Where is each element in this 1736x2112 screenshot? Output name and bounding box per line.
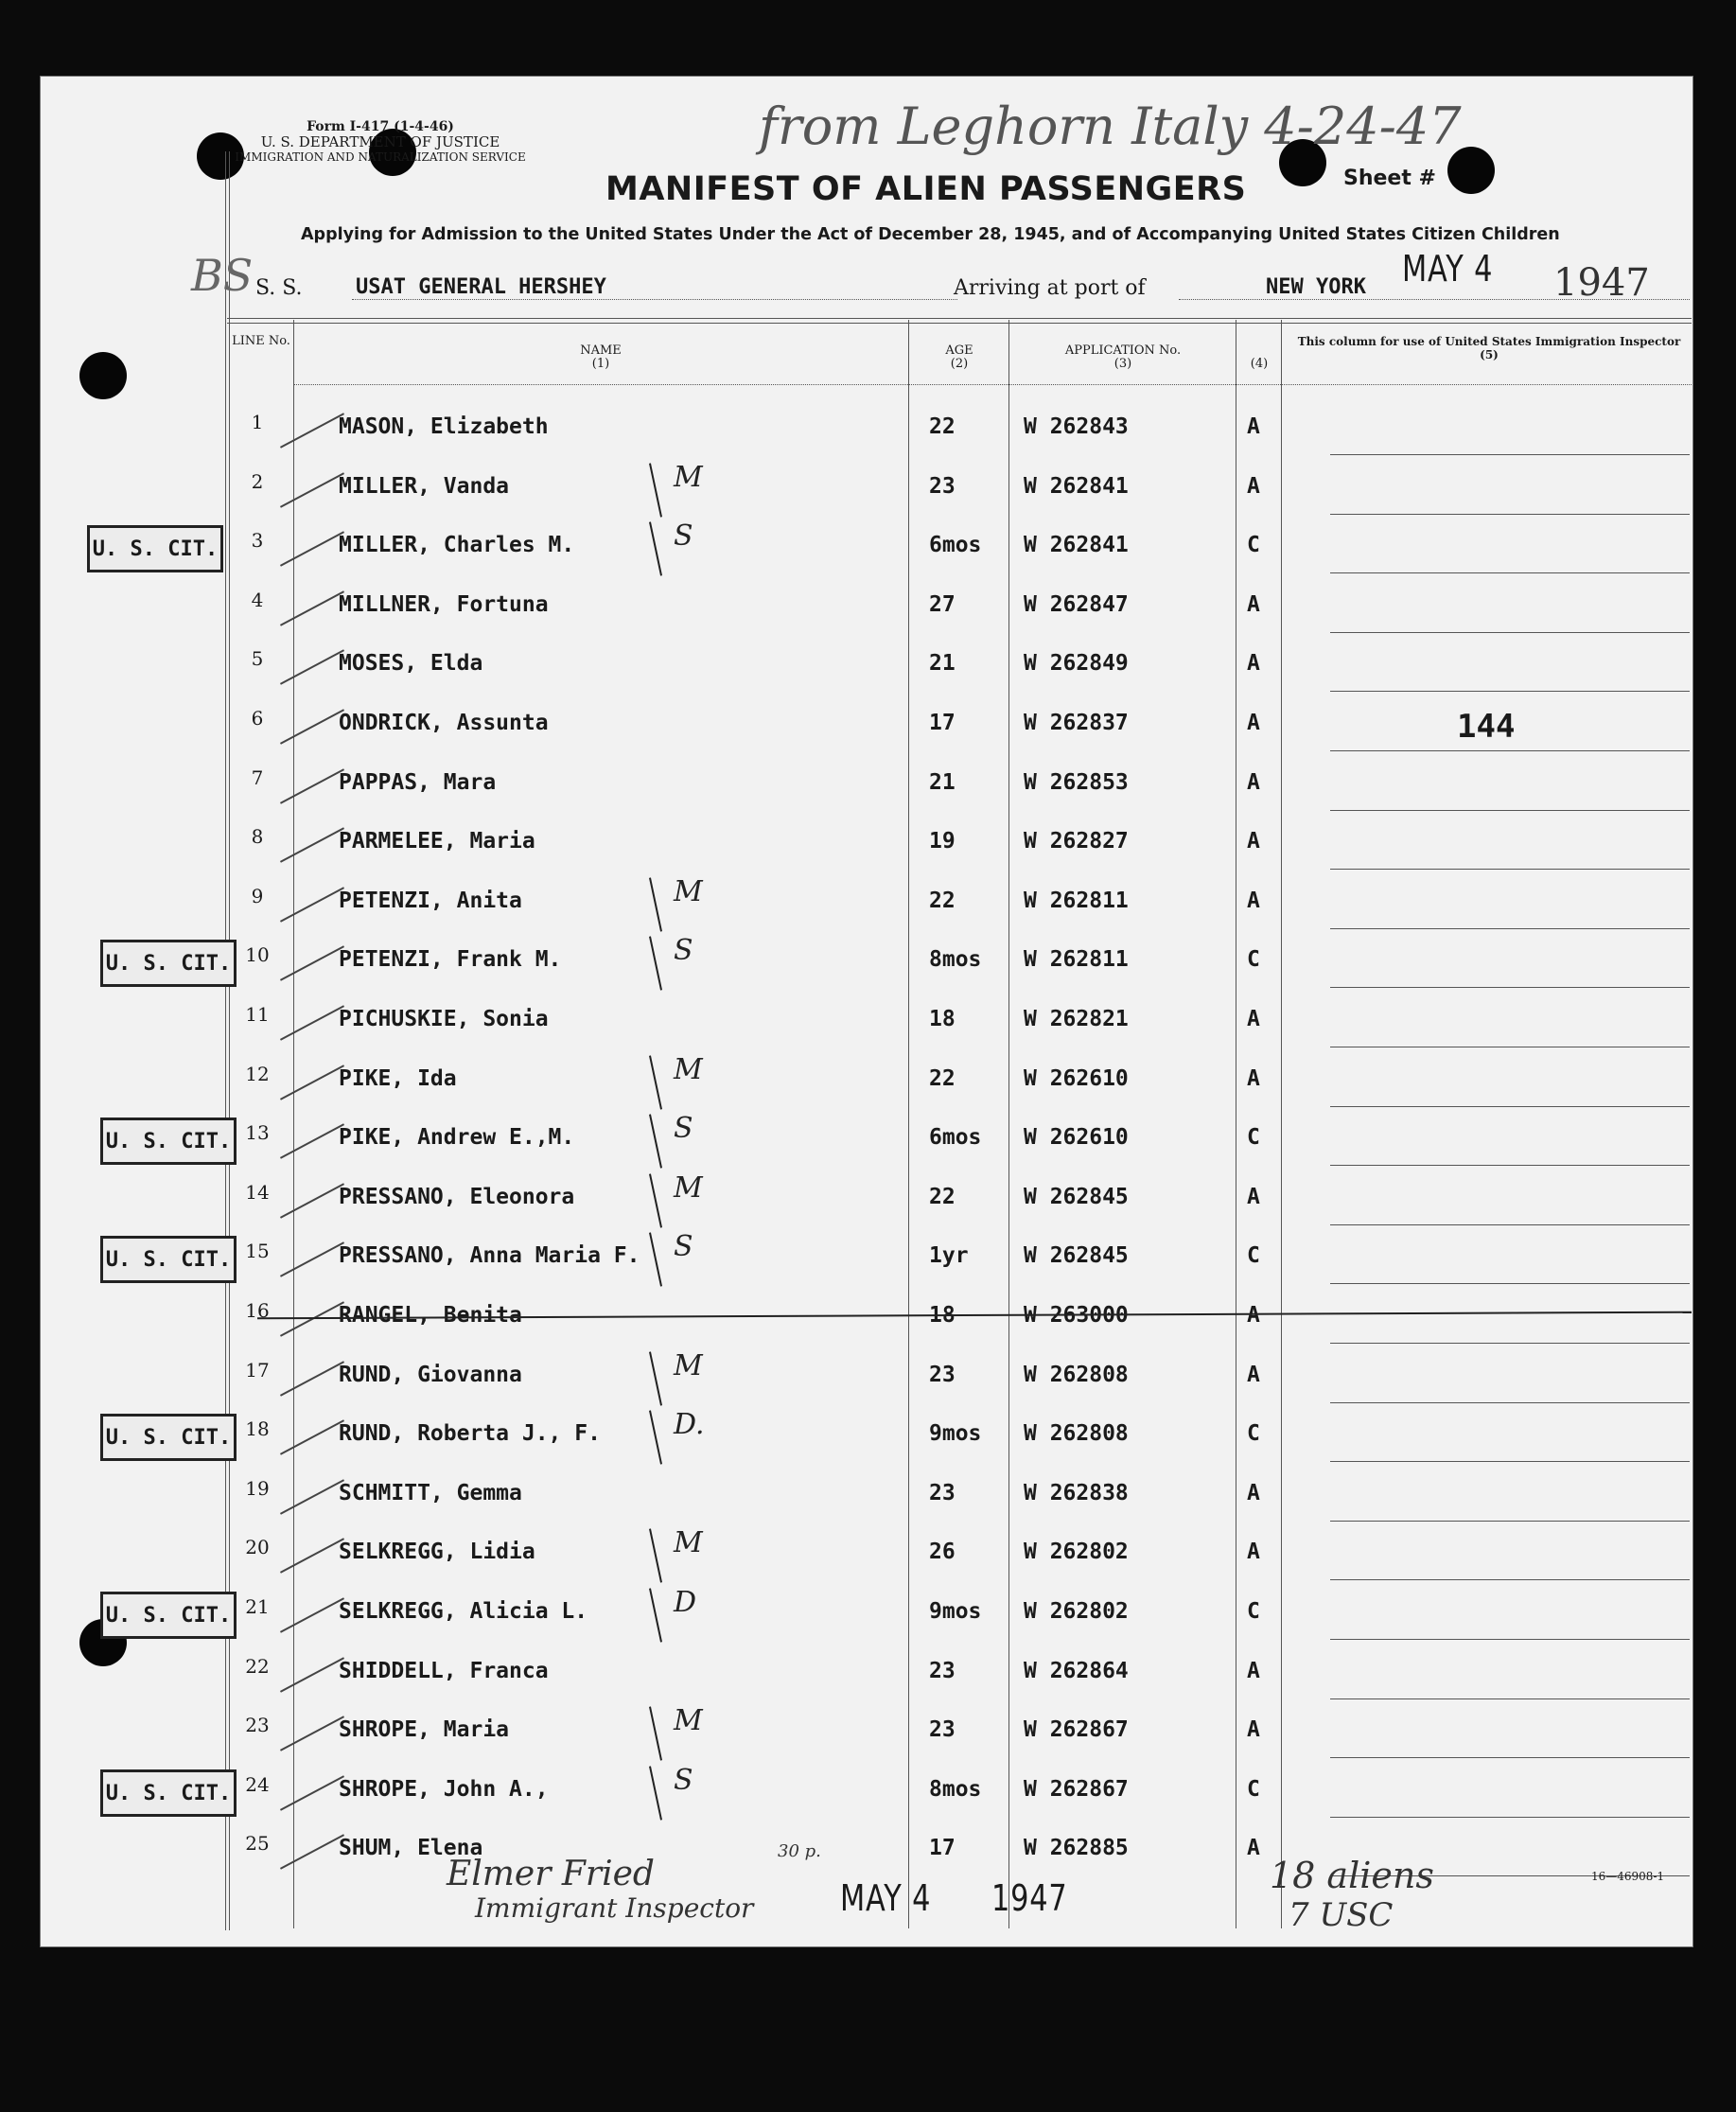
passenger-name: RANGEL, Benita: [339, 1303, 522, 1328]
family-bracket: [649, 1410, 662, 1464]
class-code: A: [1247, 1836, 1260, 1860]
inspector-entry-line: [1330, 454, 1690, 455]
class-code: C: [1247, 1243, 1260, 1268]
manifest-sheet: [40, 76, 1693, 1947]
application-number: W 262885: [1024, 1836, 1129, 1860]
application-number: W 262864: [1024, 1659, 1129, 1683]
family-bracket: [649, 1706, 662, 1760]
class-code: A: [1247, 829, 1260, 854]
check-mark: [280, 827, 344, 862]
family-bracket: [649, 1232, 662, 1286]
passenger-age: 1yr: [929, 1243, 969, 1268]
line-number: 12: [245, 1063, 270, 1085]
relation-mark: M: [674, 461, 703, 494]
inspector-entry-line: [1330, 1343, 1690, 1344]
arrival-year: 1947: [1553, 261, 1650, 305]
class-code: A: [1247, 711, 1260, 735]
line-number: 20: [245, 1536, 270, 1558]
check-mark: [280, 1716, 344, 1751]
check-mark: [280, 649, 344, 684]
family-bracket: [649, 463, 662, 517]
application-number: W 262802: [1024, 1599, 1129, 1624]
passenger-name: SCHMITT, Gemma: [339, 1481, 522, 1505]
passenger-name: SHROPE, John A.,: [339, 1777, 549, 1802]
form-code: 16—46908-1: [1591, 1870, 1665, 1883]
inspector-title: Immigrant Inspector: [475, 1892, 754, 1924]
passenger-name: SHIDDELL, Franca: [339, 1659, 549, 1683]
line-number: 1: [251, 411, 264, 433]
class-code: C: [1247, 947, 1260, 972]
inspector-entry-line: [1330, 869, 1690, 870]
passenger-age: 18: [929, 1007, 956, 1031]
passenger-age: 23: [929, 1363, 956, 1387]
passenger-age: 21: [929, 770, 956, 795]
margin-rule: [225, 151, 226, 1930]
passenger-name: RUND, Roberta J., F.: [339, 1421, 601, 1446]
passenger-age: 19: [929, 829, 956, 854]
ship-underline: [352, 299, 957, 300]
check-mark: [280, 1657, 344, 1692]
class-code: C: [1247, 1777, 1260, 1802]
relation-mark: S: [674, 1230, 693, 1263]
service: IMMIGRATION AND NATURALIZATION SERVICE: [235, 150, 526, 164]
check-mark: [280, 1065, 344, 1100]
line-number: 2: [251, 470, 264, 493]
passenger-age: 18: [929, 1303, 956, 1328]
check-mark: [280, 1241, 344, 1276]
inspector-entry-line: [1330, 987, 1690, 988]
line-number: 9: [251, 885, 264, 907]
port-name: NEW YORK: [1266, 275, 1366, 299]
class-code: A: [1247, 474, 1260, 499]
check-mark: [280, 1597, 344, 1632]
inspector-entry-line: [1330, 691, 1690, 692]
passenger-age: 6mos: [929, 533, 982, 557]
form-number: Form I-417 (1-4-46): [307, 119, 454, 134]
passenger-name: RUND, Giovanna: [339, 1363, 522, 1387]
line-number: 25: [245, 1832, 270, 1855]
footer-stamp-date: MAY 4: [840, 1877, 932, 1919]
passenger-age: 17: [929, 711, 956, 735]
passenger-name: PARMELEE, Maria: [339, 829, 535, 854]
passenger-age: 9mos: [929, 1421, 982, 1446]
passenger-age: 21: [929, 651, 956, 676]
relation-mark: S: [674, 519, 693, 553]
us-citizen-stamp: U. S. CIT.: [100, 940, 237, 987]
class-code: A: [1247, 1185, 1260, 1209]
class-code: A: [1247, 770, 1260, 795]
family-bracket: [649, 1588, 662, 1642]
usc-count: 7 USC: [1289, 1896, 1394, 1934]
page-title: MANIFEST OF ALIEN PASSENGERS: [605, 170, 1247, 208]
relation-mark: M: [674, 1704, 703, 1737]
line-number: 5: [251, 647, 264, 670]
inspector-entry-line: [1330, 572, 1690, 573]
check-mark: [280, 945, 344, 980]
class-code: A: [1247, 1659, 1260, 1683]
passenger-age: 22: [929, 414, 956, 439]
header-name: NAME (1): [580, 343, 622, 371]
passenger-name: SELKREGG, Lidia: [339, 1540, 535, 1564]
application-number: W 262867: [1024, 1777, 1129, 1802]
line-number: 6: [251, 707, 264, 730]
inspector-entry-line: [1330, 928, 1690, 929]
table-top-rule: [227, 318, 1692, 319]
family-bracket: [649, 1114, 662, 1168]
application-number: W 262845: [1024, 1185, 1129, 1209]
passenger-name: ONDRICK, Assunta: [339, 711, 549, 735]
class-code: A: [1247, 414, 1260, 439]
class-code: A: [1247, 1363, 1260, 1387]
inspector-entry-line: [1330, 514, 1690, 515]
inspector-entry-line: [1330, 1698, 1690, 1699]
class-code: A: [1247, 1066, 1260, 1091]
passenger-age: 22: [929, 1185, 956, 1209]
passenger-age: 6mos: [929, 1125, 982, 1150]
passenger-age: 22: [929, 889, 956, 913]
us-citizen-stamp: U. S. CIT.: [100, 1414, 237, 1461]
header-application: APPLICATION No. (3): [1064, 343, 1182, 371]
relation-mark: M: [674, 1349, 703, 1382]
check-mark: [280, 1538, 344, 1573]
check-mark: [280, 887, 344, 922]
inspector-entry-line: [1330, 1224, 1690, 1225]
column5-note: 144: [1457, 708, 1516, 746]
ss-label: S. S.: [255, 276, 303, 300]
port-underline: [1179, 299, 1690, 300]
line-number: 10: [245, 943, 270, 966]
check-mark: [280, 1479, 344, 1514]
inspector-entry-line: [1330, 632, 1690, 633]
application-number: W 262838: [1024, 1481, 1129, 1505]
line-number: 4: [251, 589, 264, 611]
application-number: W 262610: [1024, 1066, 1129, 1091]
line-number: 16: [245, 1299, 270, 1322]
col-rule: [908, 320, 909, 1928]
application-number: W 263000: [1024, 1303, 1129, 1328]
application-number: W 262853: [1024, 770, 1129, 795]
inspector-entry-line: [1330, 1579, 1690, 1580]
us-citizen-stamp: U. S. CIT.: [100, 1118, 237, 1165]
sheet-label: Sheet #: [1343, 167, 1436, 190]
passenger-age: 27: [929, 592, 956, 617]
us-citizen-stamp: U. S. CIT.: [100, 1769, 237, 1817]
line-number: 17: [245, 1359, 270, 1382]
check-mark: [280, 768, 344, 803]
footer-stamp-year: 1947: [991, 1877, 1068, 1919]
passenger-age: 22: [929, 1066, 956, 1091]
application-number: W 262808: [1024, 1421, 1129, 1446]
family-bracket: [649, 877, 662, 931]
line-number: 24: [245, 1773, 270, 1796]
passenger-name: SHUM, Elena: [339, 1836, 483, 1860]
line-number: 18: [245, 1417, 270, 1440]
application-number: W 262847: [1024, 592, 1129, 617]
application-number: W 262849: [1024, 651, 1129, 676]
passenger-age: 17: [929, 1836, 956, 1860]
passenger-name: PRESSANO, Anna Maria F.: [339, 1243, 640, 1268]
relation-mark: D: [674, 1586, 697, 1619]
class-code: C: [1247, 1125, 1260, 1150]
relation-mark: S: [674, 1764, 693, 1797]
family-bracket: [649, 936, 662, 990]
family-bracket: [649, 1173, 662, 1227]
inspector-code: 30 p.: [778, 1841, 821, 1861]
family-bracket: [649, 1351, 662, 1405]
class-code: C: [1247, 533, 1260, 557]
check-mark: [280, 531, 344, 566]
class-code: C: [1247, 1421, 1260, 1446]
arriving-label: Arriving at port of: [954, 276, 1146, 300]
class-code: A: [1247, 889, 1260, 913]
table-top-rule: [227, 323, 1692, 324]
passenger-name: PETENZI, Frank M.: [339, 947, 562, 972]
inspector-entry-line: [1330, 1106, 1690, 1107]
inspector-entry-line: [1330, 1639, 1690, 1640]
application-number: W 262867: [1024, 1717, 1129, 1742]
passenger-age: 9mos: [929, 1599, 982, 1624]
passenger-age: 23: [929, 1481, 956, 1505]
line-number: 19: [245, 1477, 270, 1500]
check-mark: [280, 472, 344, 507]
relation-mark: S: [674, 934, 693, 967]
relation-mark: M: [674, 1053, 703, 1086]
relation-mark: S: [674, 1112, 693, 1145]
line-number: 13: [245, 1121, 270, 1144]
passenger-name: PIKE, Ida: [339, 1066, 457, 1091]
line-number: 22: [245, 1655, 270, 1678]
check-mark: [280, 590, 344, 625]
application-number: W 262837: [1024, 711, 1129, 735]
class-code: A: [1247, 1540, 1260, 1564]
application-number: W 262808: [1024, 1363, 1129, 1387]
passenger-name: MILLER, Vanda: [339, 474, 510, 499]
relation-mark: M: [674, 1526, 703, 1559]
class-code: C: [1247, 1599, 1260, 1624]
department: U. S. DEPARTMENT OF JUSTICE: [260, 133, 500, 150]
application-number: W 262841: [1024, 474, 1129, 499]
check-mark: [280, 413, 344, 448]
passenger-name: PETENZI, Anita: [339, 889, 522, 913]
check-mark: [280, 1419, 344, 1454]
check-mark: [280, 1123, 344, 1158]
inspector-entry-line: [1330, 1757, 1690, 1758]
line-number: 15: [245, 1240, 270, 1262]
class-code: A: [1247, 1303, 1260, 1328]
relation-mark: M: [674, 875, 703, 908]
relation-mark: D.: [674, 1408, 705, 1441]
class-code: A: [1247, 1481, 1260, 1505]
inspector-entry-line: [1330, 1165, 1690, 1166]
line-number: 14: [245, 1181, 270, 1204]
application-number: W 262843: [1024, 414, 1129, 439]
application-number: W 262802: [1024, 1540, 1129, 1564]
passenger-age: 23: [929, 474, 956, 499]
passenger-name: PIKE, Andrew E.,M.: [339, 1125, 575, 1150]
col-rule: [293, 320, 294, 1928]
col-rule: [1281, 320, 1282, 1928]
class-code: A: [1247, 1717, 1260, 1742]
alien-count: 18 aliens: [1270, 1855, 1434, 1896]
punch-hole: [79, 352, 127, 399]
origin-note: from Leghorn Italy 4-24-47: [759, 97, 1462, 156]
check-mark: [280, 1775, 344, 1810]
header-age: AGE (2): [945, 343, 973, 371]
form-header: [210, 119, 551, 165]
line-number: 3: [251, 529, 264, 552]
header-inspector: This column for use of United States Immigration Inspector (5): [1297, 335, 1681, 361]
family-bracket: [649, 1528, 662, 1582]
application-number: W 262845: [1024, 1243, 1129, 1268]
us-citizen-stamp: U. S. CIT.: [87, 525, 223, 572]
passenger-name: PRESSANO, Eleonora: [339, 1185, 575, 1209]
passenger-name: MILLER, Charles M.: [339, 533, 575, 557]
passenger-age: 8mos: [929, 947, 982, 972]
application-number: W 262827: [1024, 829, 1129, 854]
passenger-name: MASON, Elizabeth: [339, 414, 549, 439]
line-number: 23: [245, 1714, 270, 1736]
header-col4: (4): [1250, 357, 1269, 371]
class-code: A: [1247, 592, 1260, 617]
check-mark: [280, 1834, 344, 1869]
application-number: W 262821: [1024, 1007, 1129, 1031]
family-bracket: [649, 1766, 662, 1820]
col-rule: [1008, 320, 1009, 1928]
family-bracket: [649, 1055, 662, 1109]
passenger-name: MOSES, Elda: [339, 651, 483, 676]
check-mark: [280, 1183, 344, 1218]
inspector-entry-line: [1330, 810, 1690, 811]
inspector-entry-line: [1330, 1817, 1690, 1818]
passenger-age: 8mos: [929, 1777, 982, 1802]
passenger-age: 23: [929, 1717, 956, 1742]
passenger-name: PICHUSKIE, Sonia: [339, 1007, 549, 1031]
check-mark: [280, 1005, 344, 1040]
check-mark: [280, 709, 344, 744]
relation-mark: M: [674, 1171, 703, 1205]
inspector-entry-line: [1330, 1461, 1690, 1462]
application-number: W 262811: [1024, 889, 1129, 913]
application-number: W 262610: [1024, 1125, 1129, 1150]
initials: BS: [191, 250, 254, 301]
line-number: 8: [251, 825, 264, 848]
class-code: A: [1247, 651, 1260, 676]
line-number: 11: [245, 1003, 270, 1026]
inspector-signature: Elmer Fried: [447, 1855, 655, 1893]
header-rule: [293, 384, 1692, 385]
inspector-entry-line: [1330, 1521, 1690, 1522]
passenger-age: 23: [929, 1659, 956, 1683]
class-code: A: [1247, 1007, 1260, 1031]
header-line-no: LINE No.: [232, 334, 290, 348]
passenger-name: PAPPAS, Mara: [339, 770, 497, 795]
us-citizen-stamp: U. S. CIT.: [100, 1236, 237, 1283]
passenger-age: 26: [929, 1540, 956, 1564]
passenger-name: MILLNER, Fortuna: [339, 592, 549, 617]
line-number: 7: [251, 766, 264, 789]
inspector-entry-line: [1330, 750, 1690, 751]
arrival-date: MAY 4: [1402, 248, 1494, 290]
subtitle: Applying for Admission to the United States Under the Act of December 28, 1945, and of Accompanying United States Citizen Children: [301, 225, 1560, 244]
line-number: 21: [245, 1595, 270, 1618]
passenger-name: SELKREGG, Alicia L.: [339, 1599, 588, 1624]
application-number: W 262811: [1024, 947, 1129, 972]
us-citizen-stamp: U. S. CIT.: [100, 1592, 237, 1639]
passenger-name: SHROPE, Maria: [339, 1717, 510, 1742]
check-mark: [280, 1361, 344, 1396]
ship-name: USAT GENERAL HERSHEY: [356, 275, 606, 299]
inspector-entry-line: [1330, 1402, 1690, 1403]
family-bracket: [649, 521, 662, 575]
application-number: W 262841: [1024, 533, 1129, 557]
inspector-entry-line: [1330, 1283, 1690, 1284]
